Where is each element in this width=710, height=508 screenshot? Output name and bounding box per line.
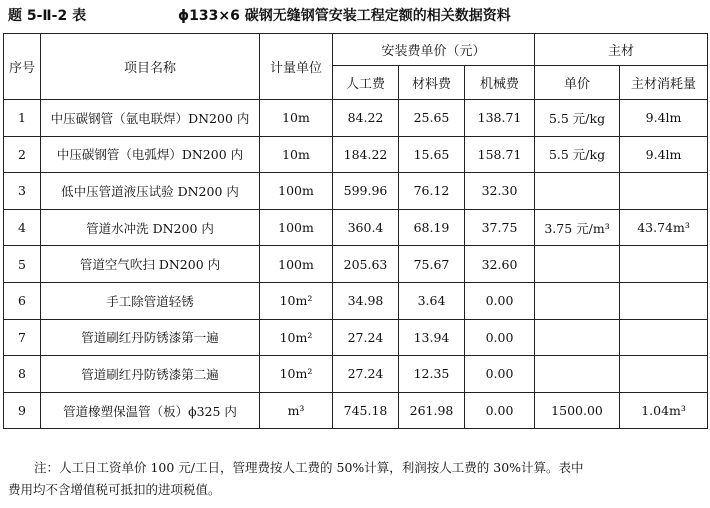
table-row: [4, 392, 708, 429]
cell-material: 68.19: [399, 209, 465, 246]
table-note: [8, 457, 702, 501]
cell-unit: 100m: [260, 209, 333, 246]
cell-labor: 205.63: [333, 246, 399, 283]
cell-labor: 599.96: [333, 173, 399, 210]
table-caption: ϕ133×6 碳钢无缝钢管安装工程定额的相关数据资料: [178, 8, 511, 24]
cell-price: 1500.00: [535, 392, 620, 429]
cell-name: 中压碳钢管（氩电联焊）DN200 内: [41, 100, 260, 137]
cell-name: 管道水冲洗 DN200 内: [41, 209, 260, 246]
cell-seq: 4: [4, 209, 41, 246]
table-row: [4, 209, 708, 246]
table-title: [8, 4, 704, 28]
table-row: [4, 282, 708, 319]
cell-name: 管道空气吹扫 DN200 内: [41, 246, 260, 283]
cell-seq: 3: [4, 173, 41, 210]
header-material: 材料费: [399, 66, 465, 100]
cell-consumption: [620, 356, 708, 393]
cell-consumption: 43.74m³: [620, 209, 708, 246]
cell-labor: 27.24: [333, 319, 399, 356]
cell-machine: 0.00: [465, 319, 535, 356]
cell-unit: 10m²: [260, 282, 333, 319]
cell-seq: 2: [4, 136, 41, 173]
cell-unit: 10m²: [260, 319, 333, 356]
cell-consumption: 1.04m³: [620, 392, 708, 429]
cell-seq: 9: [4, 392, 41, 429]
table-number: 题 5-Ⅱ-2 表: [8, 8, 87, 24]
header-install-cost: 安装费单价（元）: [333, 34, 535, 66]
table-row: [4, 173, 708, 210]
table-row: [4, 356, 708, 393]
cell-machine: 138.71: [465, 100, 535, 137]
table-row: [4, 246, 708, 283]
cell-unit: m³: [260, 392, 333, 429]
cell-consumption: [620, 282, 708, 319]
cell-seq: 1: [4, 100, 41, 137]
header-consumption: 主材消耗量: [620, 66, 708, 100]
cell-material: 13.94: [399, 319, 465, 356]
cell-price: [535, 356, 620, 393]
cell-price: [535, 319, 620, 356]
cell-seq: 6: [4, 282, 41, 319]
note-line-2: 费用均不含增值税可抵扣的进项税值。: [8, 482, 221, 497]
cell-labor: 84.22: [333, 100, 399, 137]
cell-material: 75.67: [399, 246, 465, 283]
cell-unit: 100m: [260, 173, 333, 210]
cell-unit: 10m²: [260, 356, 333, 393]
cell-labor: 745.18: [333, 392, 399, 429]
cell-name: 管道橡塑保温管（板）ϕ325 内: [41, 392, 260, 429]
cell-material: 3.64: [399, 282, 465, 319]
cell-machine: 0.00: [465, 282, 535, 319]
cell-consumption: [620, 173, 708, 210]
note-line-1: 注：人工日工资单价 100 元/工日，管理费按人工费的 50%计算，利润按人工费的 30%计算。表中: [34, 460, 584, 475]
cell-machine: 0.00: [465, 356, 535, 393]
header-machine: 机械费: [465, 66, 535, 100]
cell-seq: 8: [4, 356, 41, 393]
cell-name: 管道刷红丹防锈漆第一遍: [41, 319, 260, 356]
cell-machine: 158.71: [465, 136, 535, 173]
cell-price: 5.5 元/kg: [535, 136, 620, 173]
table-row: [4, 136, 708, 173]
cell-price: [535, 282, 620, 319]
cell-price: 5.5 元/kg: [535, 100, 620, 137]
cell-material: 25.65: [399, 100, 465, 137]
cell-labor: 184.22: [333, 136, 399, 173]
cell-seq: 5: [4, 246, 41, 283]
cell-machine: 32.30: [465, 173, 535, 210]
header-unit: 计量单位: [260, 34, 333, 100]
quota-table: [3, 33, 708, 429]
header-price: 单价: [535, 66, 620, 100]
cell-labor: 27.24: [333, 356, 399, 393]
cell-labor: 34.98: [333, 282, 399, 319]
cell-name: 手工除管道轻锈: [41, 282, 260, 319]
cell-unit: 10m: [260, 100, 333, 137]
header-seq: 序号: [4, 34, 41, 100]
cell-price: 3.75 元/m³: [535, 209, 620, 246]
cell-name: 低中压管道液压试验 DN200 内: [41, 173, 260, 210]
cell-machine: 37.75: [465, 209, 535, 246]
cell-material: 261.98: [399, 392, 465, 429]
cell-material: 76.12: [399, 173, 465, 210]
cell-consumption: 9.4lm: [620, 136, 708, 173]
cell-unit: 10m: [260, 136, 333, 173]
cell-labor: 360.4: [333, 209, 399, 246]
cell-unit: 100m: [260, 246, 333, 283]
cell-machine: 0.00: [465, 392, 535, 429]
cell-consumption: 9.4lm: [620, 100, 708, 137]
cell-material: 15.65: [399, 136, 465, 173]
cell-name: 管道刷红丹防锈漆第二遍: [41, 356, 260, 393]
table-row: [4, 100, 708, 137]
cell-material: 12.35: [399, 356, 465, 393]
header-labor: 人工费: [333, 66, 399, 100]
cell-consumption: [620, 319, 708, 356]
table-row: [4, 319, 708, 356]
cell-seq: 7: [4, 319, 41, 356]
cell-name: 中压碳钢管（电弧焊）DN200 内: [41, 136, 260, 173]
cell-machine: 32.60: [465, 246, 535, 283]
header-name: 项目名称: [41, 34, 260, 100]
cell-price: [535, 173, 620, 210]
header-main-material: 主材: [535, 34, 708, 66]
cell-price: [535, 246, 620, 283]
cell-consumption: [620, 246, 708, 283]
